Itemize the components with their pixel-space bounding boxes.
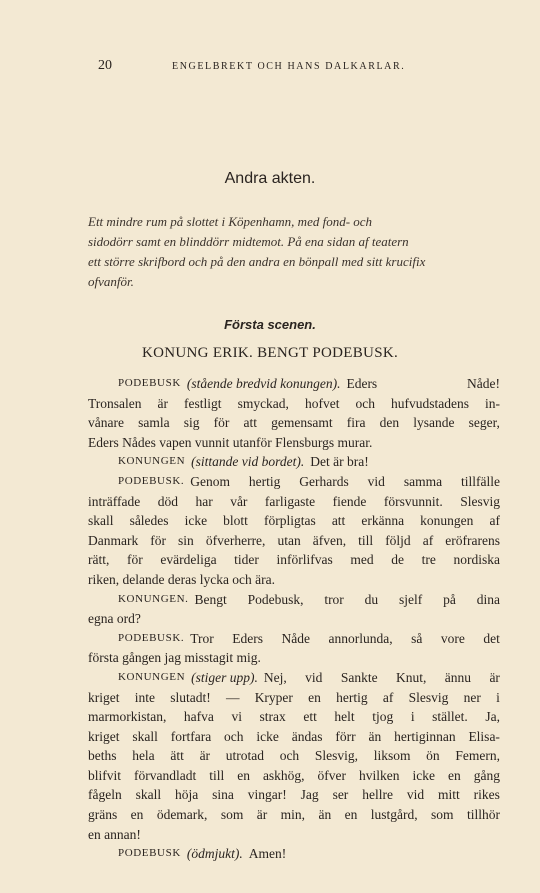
word: är: [157, 395, 169, 411]
word: Tror: [190, 630, 214, 646]
word: fågeln: [88, 787, 122, 803]
line-text: [194, 590, 500, 610]
word: på: [443, 591, 456, 607]
word: nordiska: [453, 552, 500, 568]
word: Slesvig: [460, 493, 500, 509]
word: till: [358, 532, 374, 548]
word: tillhör: [466, 807, 500, 823]
word: den: [379, 415, 400, 431]
line-text: [190, 472, 500, 492]
word: för: [213, 415, 230, 431]
speaker-name: KONUNGEN.: [118, 592, 189, 605]
dialogue-line: [88, 531, 500, 551]
word: ön: [426, 748, 440, 764]
word: än: [318, 807, 332, 823]
word: äfven,: [312, 532, 347, 548]
dialogue-line: [88, 609, 500, 629]
word: för: [150, 532, 167, 548]
word: som: [220, 807, 244, 823]
line-text: en annan!: [88, 826, 141, 842]
word: eröfrarens: [445, 532, 500, 548]
word: förvandladt: [133, 767, 197, 783]
word: Slesvig,: [314, 748, 359, 764]
inline-stage-direction: (ödmjukt).: [186, 846, 243, 862]
dialogue-line: [88, 452, 500, 472]
speaker-name: PODEBUSK: [118, 847, 181, 860]
word: till: [209, 767, 225, 783]
running-title: ENGELBREKT OCH HANS DALKARLAR.: [172, 61, 406, 72]
word: Podebusk,: [247, 591, 304, 607]
word: en: [130, 807, 144, 823]
word: festligt: [184, 395, 222, 411]
dialogue-line: [88, 413, 500, 433]
word: af: [422, 532, 434, 548]
page-number: 20: [98, 58, 112, 73]
word: af: [382, 689, 394, 705]
word: sina: [212, 787, 234, 803]
dialogue-body: [88, 374, 500, 864]
word: strax: [259, 709, 286, 725]
word: hafva: [183, 709, 214, 725]
speaker-name: PODEBUSK: [118, 377, 181, 389]
dialogue-line: [88, 374, 500, 394]
word: hertig: [248, 473, 281, 489]
stage-direction-line: ett större skrifbord och på den andra en bönpall med sitt krucifix: [88, 254, 426, 269]
word: således: [129, 513, 169, 529]
word: gång: [473, 767, 500, 783]
word: tjog: [372, 709, 394, 725]
word: seger,: [468, 415, 500, 431]
word: det: [483, 630, 500, 646]
word: ödemark,: [156, 807, 208, 823]
word: icke: [256, 728, 279, 744]
word: Slesvig: [408, 689, 449, 705]
word: och: [355, 395, 375, 411]
word: Elisa-: [468, 728, 500, 744]
word: icke: [184, 513, 208, 529]
line-text: Det är bra!: [310, 454, 369, 470]
line-text: egna ord?: [88, 611, 141, 627]
word: Femern,: [455, 748, 500, 764]
word: Eders: [346, 376, 378, 391]
word: har: [195, 493, 213, 509]
act-title: Andra akten.: [224, 170, 316, 187]
word: ner: [463, 689, 481, 705]
word: in-: [485, 395, 500, 411]
dialogue-line: [88, 668, 500, 688]
word: Kryper: [254, 689, 293, 705]
word: skall: [88, 513, 114, 529]
word: vid: [406, 787, 425, 803]
word: skall: [135, 787, 162, 803]
word: ser: [332, 787, 349, 803]
word: skall: [132, 728, 158, 744]
word: blifvit: [88, 767, 121, 783]
word: slutadt!: [170, 689, 211, 705]
word: är: [489, 669, 500, 685]
dialogue-line: [88, 707, 500, 727]
word: för: [126, 552, 143, 568]
word: erkänna: [361, 513, 405, 529]
word: med: [350, 552, 374, 568]
word: sig: [183, 415, 200, 431]
page-header: [0, 58, 540, 76]
word: samla: [138, 415, 170, 431]
word: Nej,: [263, 669, 287, 685]
word: fortfara: [170, 728, 212, 744]
cast-list: KONUNG ERIK. BENGT PODEBUSK.: [141, 345, 399, 361]
dialogue-line: [88, 766, 500, 786]
dialogue-line: [88, 727, 500, 747]
word: mitt: [437, 787, 460, 803]
word: gräns: [88, 807, 118, 823]
word: Bengt: [194, 591, 227, 607]
word: Eders: [232, 630, 263, 646]
speaker-name: PODEBUSK.: [118, 474, 185, 487]
word: hofvet: [304, 395, 340, 411]
word: rätt,: [88, 552, 110, 568]
word: Nåde: [281, 630, 310, 646]
word: hellre: [362, 787, 393, 803]
word: Gerhards: [299, 473, 349, 489]
stage-direction-line: Ett mindre rum på slottet i Köpenhamn, med fond- och: [88, 214, 373, 229]
word: inträffade: [88, 493, 141, 509]
word: en: [344, 807, 358, 823]
word: införlifvas: [276, 552, 333, 568]
dialogue-line: [88, 590, 500, 610]
line-text: [190, 629, 500, 649]
word: hertiginnan: [394, 728, 456, 744]
word: vi: [231, 709, 242, 725]
word: du: [364, 591, 379, 607]
dialogue-line: [88, 844, 500, 864]
word: af: [489, 513, 500, 529]
line-text: riken, delande deras lycka och ära.: [88, 571, 276, 587]
dialogue-line: [88, 394, 500, 414]
word: beths: [88, 748, 117, 764]
word: helt: [334, 709, 355, 725]
dialogue-line: [88, 785, 500, 805]
word: tre: [421, 552, 436, 568]
word: fira: [346, 415, 366, 431]
word: blott: [223, 513, 248, 529]
word: än: [368, 728, 382, 744]
word: annorlunda,: [328, 630, 393, 646]
line-text: [264, 668, 500, 688]
word: Tronsalen: [88, 395, 142, 411]
stage-direction-line: sidodörr samt en blinddörr midtemot. På ena sidan af teatern: [88, 234, 409, 249]
word: Nåde!: [467, 376, 500, 391]
word: Sankte: [340, 669, 378, 685]
dialogue-line: [88, 511, 500, 531]
word: en: [237, 767, 250, 783]
inline-stage-direction: (stiger upp).: [191, 669, 258, 685]
word: hertig: [336, 689, 368, 705]
word: höja: [175, 787, 199, 803]
word: förpligtas: [264, 513, 316, 529]
word: askhög,: [262, 767, 305, 783]
word: inte: [134, 689, 155, 705]
word: öfver: [317, 767, 347, 783]
word: min,: [280, 807, 306, 823]
word: evärdeliga: [160, 552, 217, 568]
dialogue-line: [88, 648, 500, 668]
inline-stage-direction: (stående bredvid konungen).: [186, 376, 341, 391]
word: tror: [324, 591, 344, 607]
word: kriget: [88, 728, 120, 744]
word: ännu: [444, 669, 472, 685]
speaker-name: KONUNGEN: [118, 670, 186, 683]
word: vånare: [88, 415, 124, 431]
word: icke: [412, 767, 435, 783]
dialogue-line: [88, 433, 500, 453]
word: en: [308, 689, 321, 705]
word: ändas: [291, 728, 323, 744]
word: Ja,: [485, 709, 500, 725]
scene-title: Första scenen.: [224, 317, 316, 332]
word: liksom: [373, 748, 411, 764]
word: rikes: [473, 787, 500, 803]
stage-direction-line: ofvanför.: [88, 274, 134, 289]
dialogue-line: [88, 550, 500, 570]
word: vid: [367, 473, 385, 489]
speaker-name: KONUNGEN: [118, 455, 186, 468]
word: gemensamt: [271, 415, 333, 431]
word: tider: [234, 552, 259, 568]
stage-direction: [88, 212, 500, 292]
word: en: [447, 767, 461, 783]
word: är: [199, 748, 211, 764]
word: Jag: [300, 787, 319, 803]
word: Genom: [190, 473, 230, 489]
word: förr: [335, 728, 356, 744]
word: och: [224, 728, 244, 744]
word: försvunnit.: [383, 493, 443, 509]
inline-stage-direction: (sittande vid bordet).: [191, 454, 305, 470]
word: att: [331, 513, 346, 529]
word: död: [157, 493, 178, 509]
word: lustgård,: [370, 807, 418, 823]
dialogue-line: [88, 805, 500, 825]
dialogue-line: [88, 492, 500, 512]
word: lysande: [413, 415, 455, 431]
word: —: [225, 689, 240, 705]
dialogue-line: [88, 825, 500, 845]
dialogue-line: [88, 688, 500, 708]
word: de: [391, 552, 404, 568]
word: i: [410, 709, 415, 725]
word: sin: [178, 532, 194, 548]
word: farligaste: [264, 493, 316, 509]
word: tillfälle: [461, 473, 500, 489]
word: stället.: [432, 709, 468, 725]
word: sjelf: [399, 591, 423, 607]
word: utrotad: [225, 748, 264, 764]
dialogue-line: [88, 746, 500, 766]
speaker-name: PODEBUSK.: [118, 631, 185, 644]
word: som: [431, 807, 454, 823]
word: samma: [403, 473, 443, 489]
word: att: [243, 415, 257, 431]
word: vingar!: [247, 787, 287, 803]
word: hufvudstadens: [390, 395, 469, 411]
dialogue-line: [88, 570, 500, 590]
word: utan: [277, 532, 301, 548]
word: hela: [132, 748, 155, 764]
word: ett: [303, 709, 317, 725]
word: smyckad,: [237, 395, 289, 411]
word: Knut,: [396, 669, 427, 685]
word: konungen: [420, 513, 474, 529]
word: dina: [476, 591, 500, 607]
dialogue-line: [88, 472, 500, 492]
word: i: [496, 689, 500, 705]
word: öfverherre,: [205, 532, 266, 548]
line-text: Eders Nådes vapen vunnit utanför Flensburgs murar.: [88, 434, 373, 450]
word: vår: [230, 493, 248, 509]
word: Danmark: [88, 532, 139, 548]
word: hvilken: [359, 767, 400, 783]
word: vore: [440, 630, 465, 646]
line-text: Amen!: [248, 846, 287, 862]
word: marmorkistan,: [88, 709, 167, 725]
word: vid: [305, 669, 323, 685]
dialogue-line: [88, 629, 500, 649]
line-text: [346, 374, 500, 394]
word: så: [411, 630, 423, 646]
word: och: [279, 748, 300, 764]
word: fiende: [332, 493, 367, 509]
word: följd: [385, 532, 411, 548]
word: ätt: [170, 748, 184, 764]
line-text: första gången jag misstagit mig.: [88, 650, 261, 666]
word: är: [256, 807, 268, 823]
word: kriget: [88, 689, 120, 705]
